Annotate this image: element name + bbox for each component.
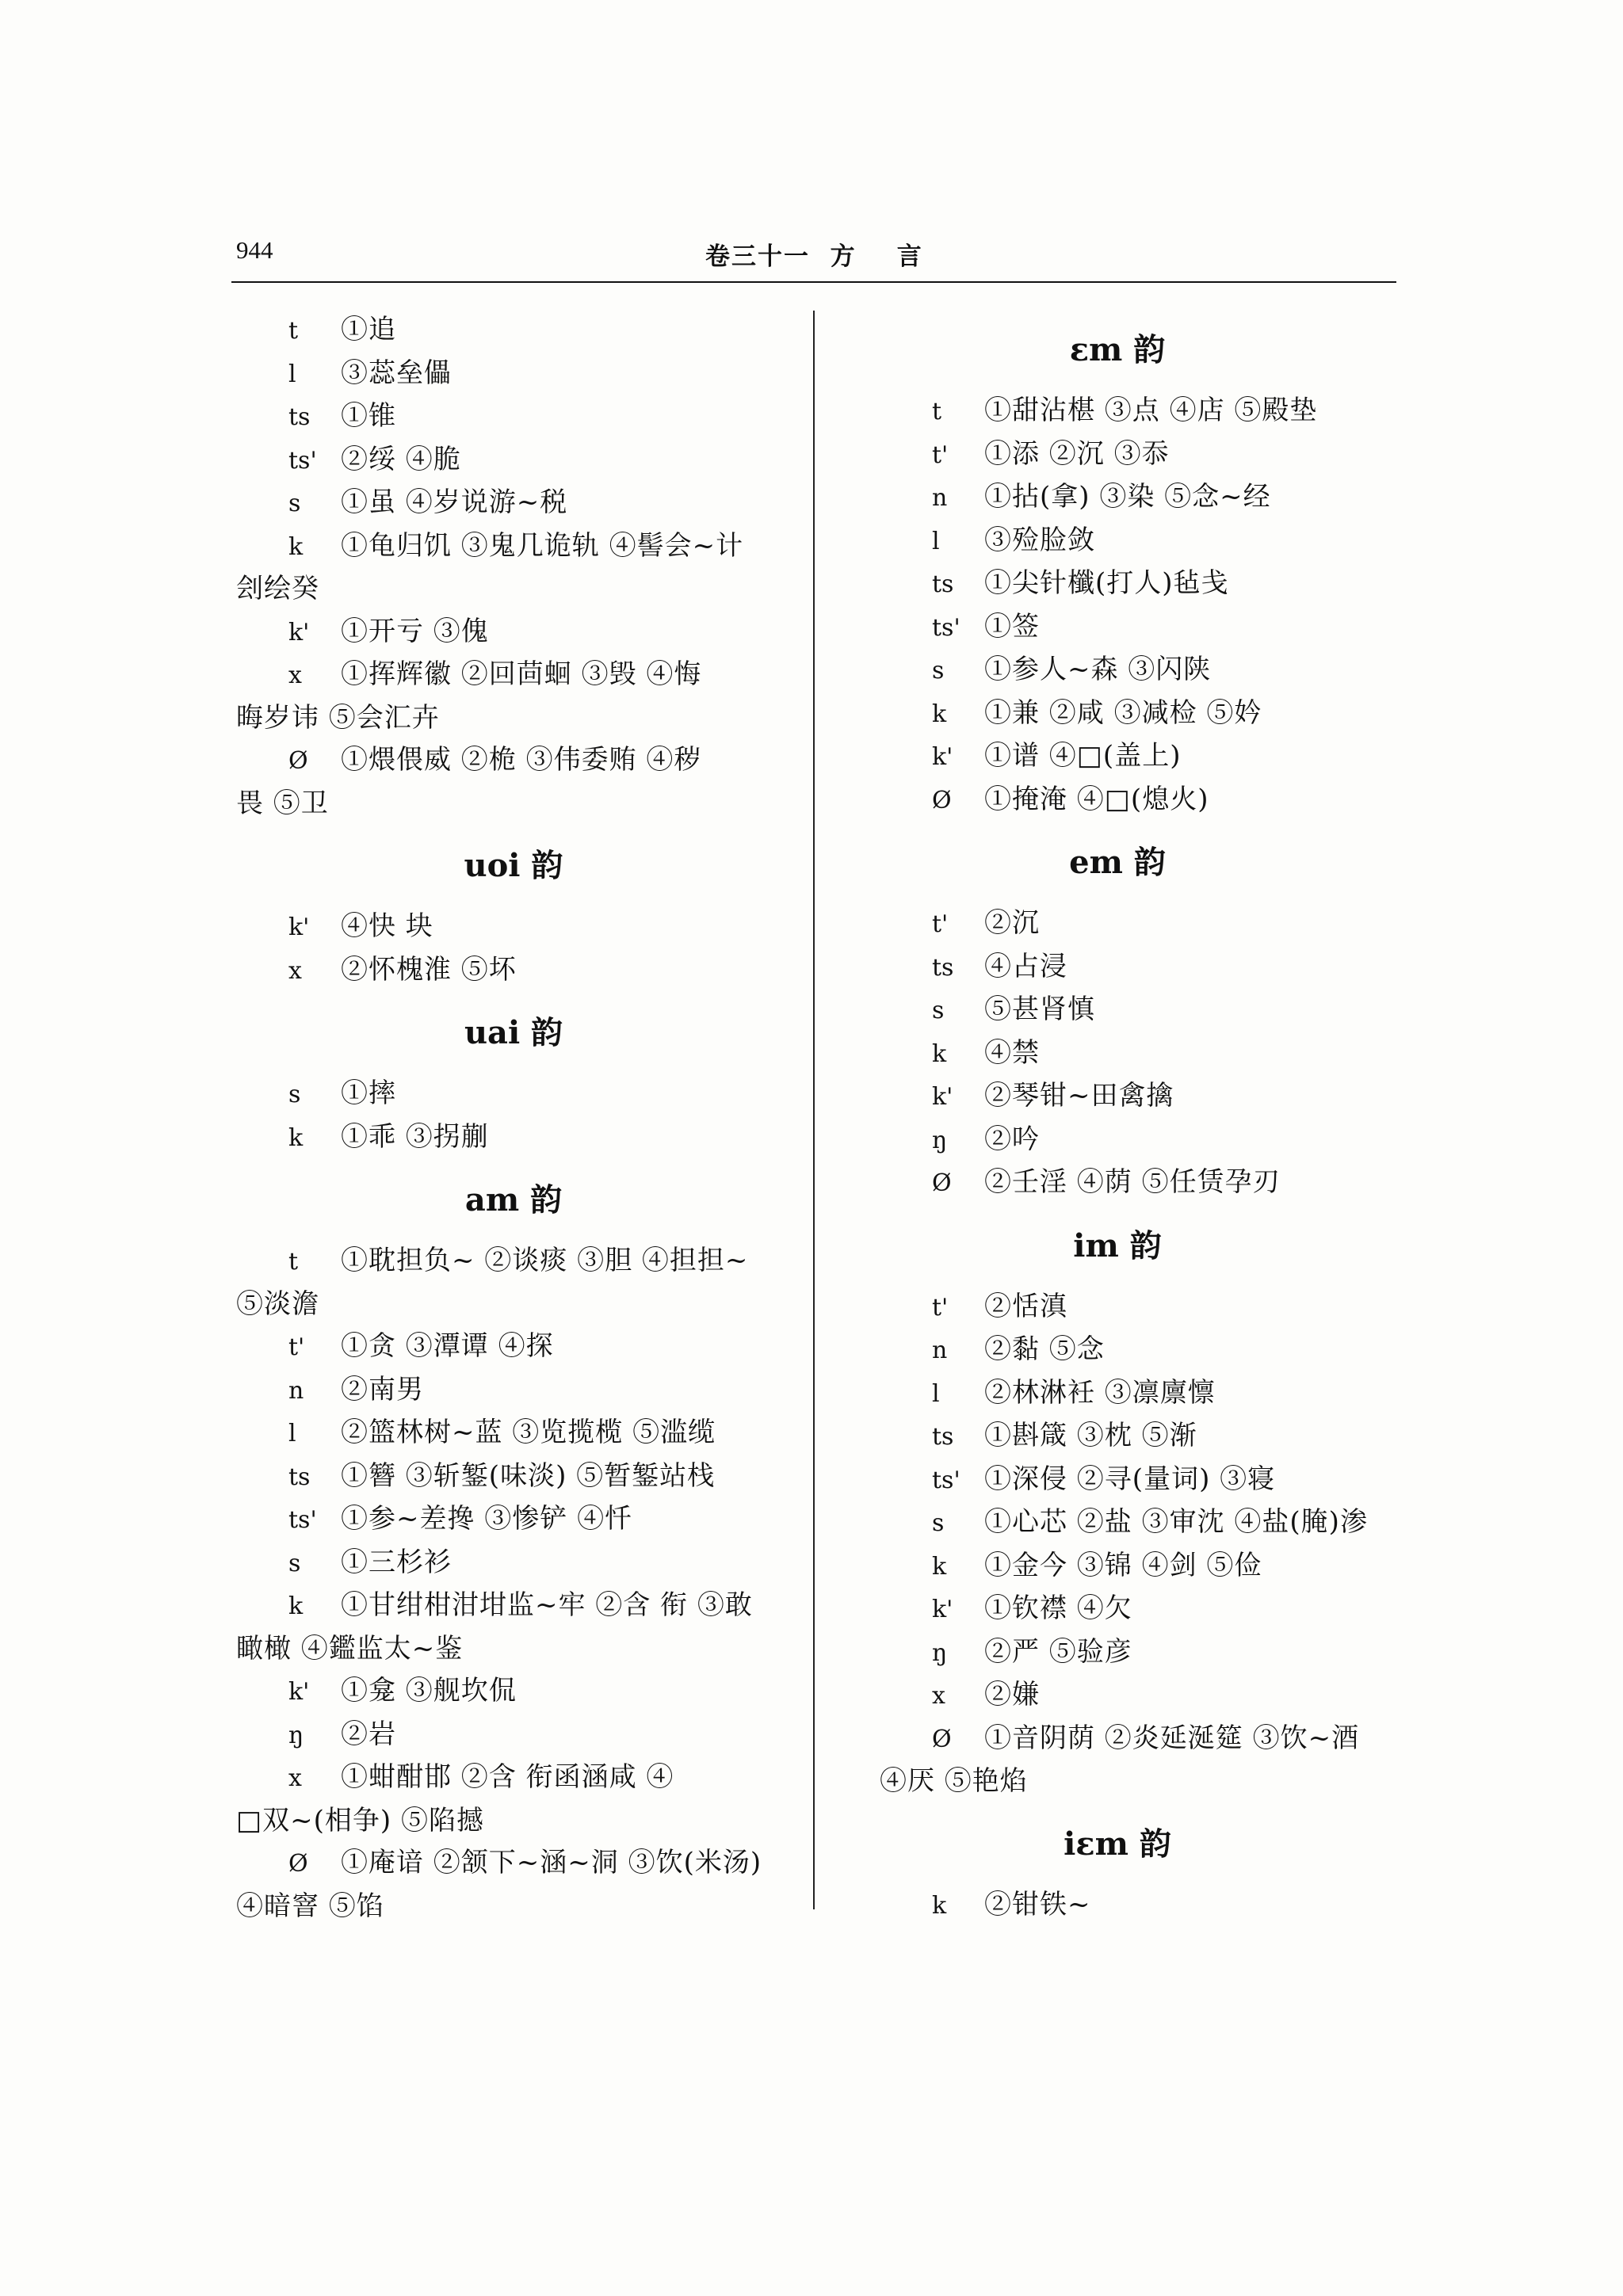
page-number: 944 [236, 236, 273, 264]
entry-characters: ①追 [341, 314, 396, 345]
entry-characters: ②南男 [341, 1373, 424, 1405]
entry-row [236, 525, 791, 569]
entry-row [880, 1161, 1395, 1205]
entry-continuation [236, 783, 791, 826]
entry-row [236, 611, 791, 654]
initial-consonant: t [932, 398, 942, 425]
entry-row [880, 476, 1395, 520]
entry-row [880, 433, 1395, 477]
entry-characters: ①龟归饥 ③鬼几诡轨 ④髻会~计 [341, 529, 744, 562]
entry-row [880, 779, 1395, 822]
entry-characters: ④禁 [984, 1036, 1040, 1069]
entry-characters: ①龛 ③舰坎侃 [341, 1675, 517, 1707]
entry-row [236, 1542, 791, 1585]
entry-row [880, 1415, 1395, 1459]
initial-consonant: Ø [932, 1725, 952, 1753]
entry-characters: ③蕊垒儡 [341, 357, 452, 389]
entry-row [880, 989, 1395, 1032]
initial-consonant: ŋ [932, 1638, 948, 1667]
entry-characters: ①挥辉徽 ②回茴蛔 ③毁 ④悔 [341, 658, 702, 690]
entry-characters: ①钦襟 ④欠 [984, 1592, 1132, 1624]
entry-row [236, 482, 791, 525]
entry-row [236, 654, 791, 697]
entry-continuation [236, 1800, 791, 1843]
entry-row [880, 606, 1395, 650]
entry-row [880, 1631, 1395, 1675]
initial-consonant: ts [932, 953, 954, 982]
entry-row [236, 949, 791, 993]
entry-characters: ③殓脸敛 [984, 524, 1095, 556]
initial-consonant: k [932, 1891, 947, 1920]
initial-consonant: ts [288, 403, 311, 431]
initial-consonant: k' [288, 1678, 310, 1706]
entry-characters: ①参人~森 ③闪陕 [984, 654, 1212, 685]
entry-continuation [236, 568, 791, 611]
initial-consonant: ts [288, 1463, 311, 1491]
rhyme-heading: am 韵 [464, 1181, 563, 1219]
entry-row [880, 1286, 1395, 1329]
entry-characters: ①心芯 ②盐 ③审沈 ④盐(腌)渗 [984, 1506, 1368, 1538]
initial-consonant: x [288, 662, 302, 689]
entry-continuation [236, 1283, 791, 1326]
initial-consonant: k [288, 1592, 304, 1620]
initial-consonant: ts' [932, 1466, 960, 1494]
entry-characters: ①庵谙 ②颔下~涵~洞 ③饮(米汤) [341, 1847, 762, 1878]
entry-row [880, 1674, 1395, 1718]
initial-consonant: ts' [932, 613, 960, 642]
entry-row [236, 1116, 791, 1160]
entry-characters: ①摔 [341, 1077, 396, 1109]
initial-consonant: k [932, 700, 947, 728]
entry-row [236, 1412, 791, 1455]
entry-characters: ②恬滇 [984, 1290, 1067, 1322]
entry-characters: ①贪 ③潭谭 ④探 [341, 1330, 554, 1362]
initial-consonant: l [932, 1379, 940, 1408]
entry-characters: ①签 [984, 610, 1040, 643]
entry-characters: ①甘绀柑泔坩监~牢 ②含 衔 ③敢 [341, 1589, 753, 1621]
left-column [236, 309, 791, 1928]
entry-characters: ④快 块 [341, 910, 433, 942]
entry-characters: 刽绘癸 [236, 573, 319, 605]
initial-consonant: s [288, 490, 301, 517]
initial-consonant: Ø [932, 1169, 952, 1197]
initial-consonant: x [288, 1764, 302, 1792]
entry-characters: ⑤淡澹 [236, 1287, 319, 1320]
initial-consonant: n [932, 484, 948, 512]
entry-row [236, 395, 791, 439]
entry-row [880, 1372, 1395, 1416]
initial-consonant: ts' [288, 446, 317, 475]
entry-row [880, 735, 1395, 779]
entry-characters: ②岩 [341, 1718, 396, 1750]
entry-row [236, 1670, 791, 1714]
entry-characters: ①甜沾椹 ③点 ④店 ⑤殿垫 [984, 395, 1318, 426]
entry-characters: ②沉 [984, 907, 1040, 939]
initial-consonant: n [288, 1376, 304, 1405]
initial-consonant: k [288, 532, 304, 561]
rhyme-heading: im 韵 [1073, 1226, 1162, 1264]
entry-characters: ①尖针櫼(打人)毡戋 [984, 567, 1229, 599]
initial-consonant: ŋ [288, 1721, 304, 1749]
initial-consonant: x [288, 956, 302, 985]
rhyme-heading: iɛm 韵 [1064, 1825, 1171, 1863]
entry-row [236, 906, 791, 949]
entry-characters: ②严 ⑤验彦 [984, 1635, 1132, 1668]
right-column [880, 309, 1395, 1927]
running-head: 卷三十一 方 言 [705, 242, 923, 271]
initial-consonant: k [932, 1039, 947, 1068]
entry-row [236, 439, 791, 482]
entry-characters: ①三杉衫 [341, 1546, 452, 1578]
initial-consonant: t' [932, 1293, 949, 1322]
initial-consonant: k' [288, 913, 310, 941]
initial-consonant: s [932, 657, 945, 685]
entry-characters: 瞰橄 ④鑑监太~鉴 [236, 1632, 464, 1665]
entry-characters: 晦岁讳 ⑤会汇卉 [236, 701, 440, 734]
entry-characters: 畏 ⑤卫 [236, 787, 329, 819]
initial-consonant: ts [932, 1423, 954, 1451]
entry-row [236, 1073, 791, 1116]
initial-consonant: k' [932, 1596, 953, 1623]
entry-characters: ①拈(拿) ③染 ⑤念~经 [984, 481, 1271, 513]
entry-row [880, 1545, 1395, 1589]
entry-row [236, 1455, 791, 1499]
entry-row [880, 1718, 1395, 1761]
initial-consonant: t' [288, 1333, 305, 1361]
initial-consonant: l [288, 360, 296, 388]
initial-consonant: ts [932, 570, 954, 598]
entry-row [236, 1369, 791, 1413]
entry-row [880, 1459, 1395, 1502]
entry-characters: ②吟 [984, 1123, 1040, 1155]
initial-consonant: k' [932, 743, 953, 771]
entry-characters: ②林淋衽 ③凛廪懔 [984, 1376, 1216, 1409]
entry-row [236, 1756, 791, 1800]
initial-consonant: ts' [288, 1506, 317, 1534]
header-rule [231, 281, 1396, 283]
entry-row [236, 1714, 791, 1757]
entry-row [880, 1588, 1395, 1631]
entry-characters: ①掩淹 ④□(熄火) [984, 783, 1209, 815]
initial-consonant: s [288, 1081, 301, 1108]
entry-characters: ②钳铁~ [984, 1888, 1091, 1920]
entry-characters: ⑤甚肾慎 [984, 994, 1095, 1025]
entry-characters: ②黏 ⑤念 [984, 1333, 1105, 1365]
initial-consonant: k [932, 1552, 947, 1581]
entry-characters: ②绥 ④脆 [341, 443, 461, 475]
entry-characters: ①斟箴 ③枕 ⑤渐 [984, 1420, 1197, 1451]
initial-consonant: t' [932, 910, 949, 938]
entry-row [236, 1325, 791, 1369]
rhyme-heading: ɛm 韵 [1069, 331, 1166, 368]
initial-consonant: t [288, 317, 299, 345]
entry-characters: ①深侵 ②寻(量词) ③寝 [984, 1463, 1276, 1495]
entry-row [880, 520, 1395, 563]
entry-row [236, 739, 791, 783]
entry-continuation [236, 1886, 791, 1928]
entry-row [236, 1498, 791, 1542]
entry-row [880, 902, 1395, 946]
entry-characters: ①兼 ②咸 ③减检 ⑤妗 [984, 696, 1262, 729]
entry-characters: ④占浸 [984, 950, 1067, 982]
entry-continuation [236, 697, 791, 740]
entry-row [880, 390, 1395, 433]
initial-consonant: s [932, 1509, 945, 1537]
entry-characters: ②篮林树~蓝 ③览揽榄 ⑤滥缆 [341, 1417, 716, 1448]
entry-row [880, 563, 1395, 606]
entry-continuation [880, 1760, 1395, 1803]
entry-row [880, 1032, 1395, 1076]
entry-characters: ①音阴荫 ②炎延涎筵 ③饮~酒 [984, 1722, 1360, 1754]
entry-characters: ①谱 ④□(盖上) [984, 740, 1182, 772]
initial-consonant: s [288, 1549, 301, 1577]
initial-consonant: Ø [288, 1850, 308, 1878]
entry-row [880, 1329, 1395, 1372]
entry-row [880, 692, 1395, 736]
entry-row [880, 649, 1395, 692]
initial-consonant: l [288, 1420, 296, 1447]
initial-consonant: k' [932, 1083, 953, 1111]
entry-characters: ①虽 ④岁说游~税 [341, 486, 568, 518]
initial-consonant: k' [288, 618, 310, 646]
entry-row [880, 1884, 1395, 1928]
rhyme-heading: uoi 韵 [464, 847, 563, 884]
entry-characters: ②琴钳~田禽擒 [984, 1080, 1174, 1112]
entry-row [880, 1075, 1395, 1119]
entry-characters: ④厌 ⑤艳焰 [880, 1765, 1028, 1797]
entry-row [880, 1119, 1395, 1162]
entry-row [880, 1501, 1395, 1545]
entry-characters: ①乖 ③拐蒯 [341, 1120, 489, 1153]
entry-row [236, 309, 791, 353]
entry-characters: ①蚶酣邯 ②含 衔函涵咸 ④ [341, 1761, 674, 1793]
column-divider [813, 311, 815, 1909]
entry-row [236, 1240, 791, 1283]
initial-consonant: t' [932, 441, 949, 469]
entry-row [236, 1842, 791, 1886]
initial-consonant: ŋ [932, 1126, 948, 1154]
entry-characters: □双~(相争) ⑤陷撼 [236, 1804, 484, 1836]
entry-characters: ②壬淫 ④荫 ⑤任赁孕刃 [984, 1166, 1281, 1198]
initial-consonant: t [288, 1248, 299, 1276]
rhyme-heading: uai 韵 [464, 1014, 563, 1051]
rhyme-heading: em 韵 [1069, 844, 1166, 881]
entry-characters: ①煨偎威 ②桅 ③伟委贿 ④秽 [341, 744, 702, 776]
entry-characters: ①金今 ③锦 ④剑 ⑤俭 [984, 1549, 1262, 1581]
initial-consonant: k [288, 1123, 304, 1152]
initial-consonant: n [932, 1337, 948, 1364]
entry-characters: ①添 ②沉 ③忝 [984, 437, 1170, 470]
entry-continuation [236, 1628, 791, 1671]
entry-characters: ④暗窨 ⑤馅 [236, 1890, 384, 1922]
initial-consonant: s [932, 997, 945, 1024]
entry-characters: ①耽担负~ ②谈痰 ③胆 ④担担~ [341, 1245, 749, 1276]
entry-row [236, 353, 791, 396]
initial-consonant: Ø [288, 747, 308, 775]
entry-characters: ①参~差搀 ③惨铲 ④忏 [341, 1503, 633, 1535]
entry-characters: ②怀槐淮 ⑤坏 [341, 953, 517, 986]
entry-row [880, 946, 1395, 990]
initial-consonant: x [932, 1682, 945, 1710]
entry-characters: ①锥 [341, 400, 396, 432]
initial-consonant: l [932, 527, 940, 555]
initial-consonant: Ø [932, 786, 952, 814]
entry-characters: ②嫌 [984, 1679, 1040, 1711]
entry-characters: ①开亏 ③傀 [341, 615, 489, 647]
entry-characters: ①簪 ③斩錾(味淡) ⑤暂錾站栈 [341, 1459, 716, 1492]
entry-row [236, 1585, 791, 1628]
